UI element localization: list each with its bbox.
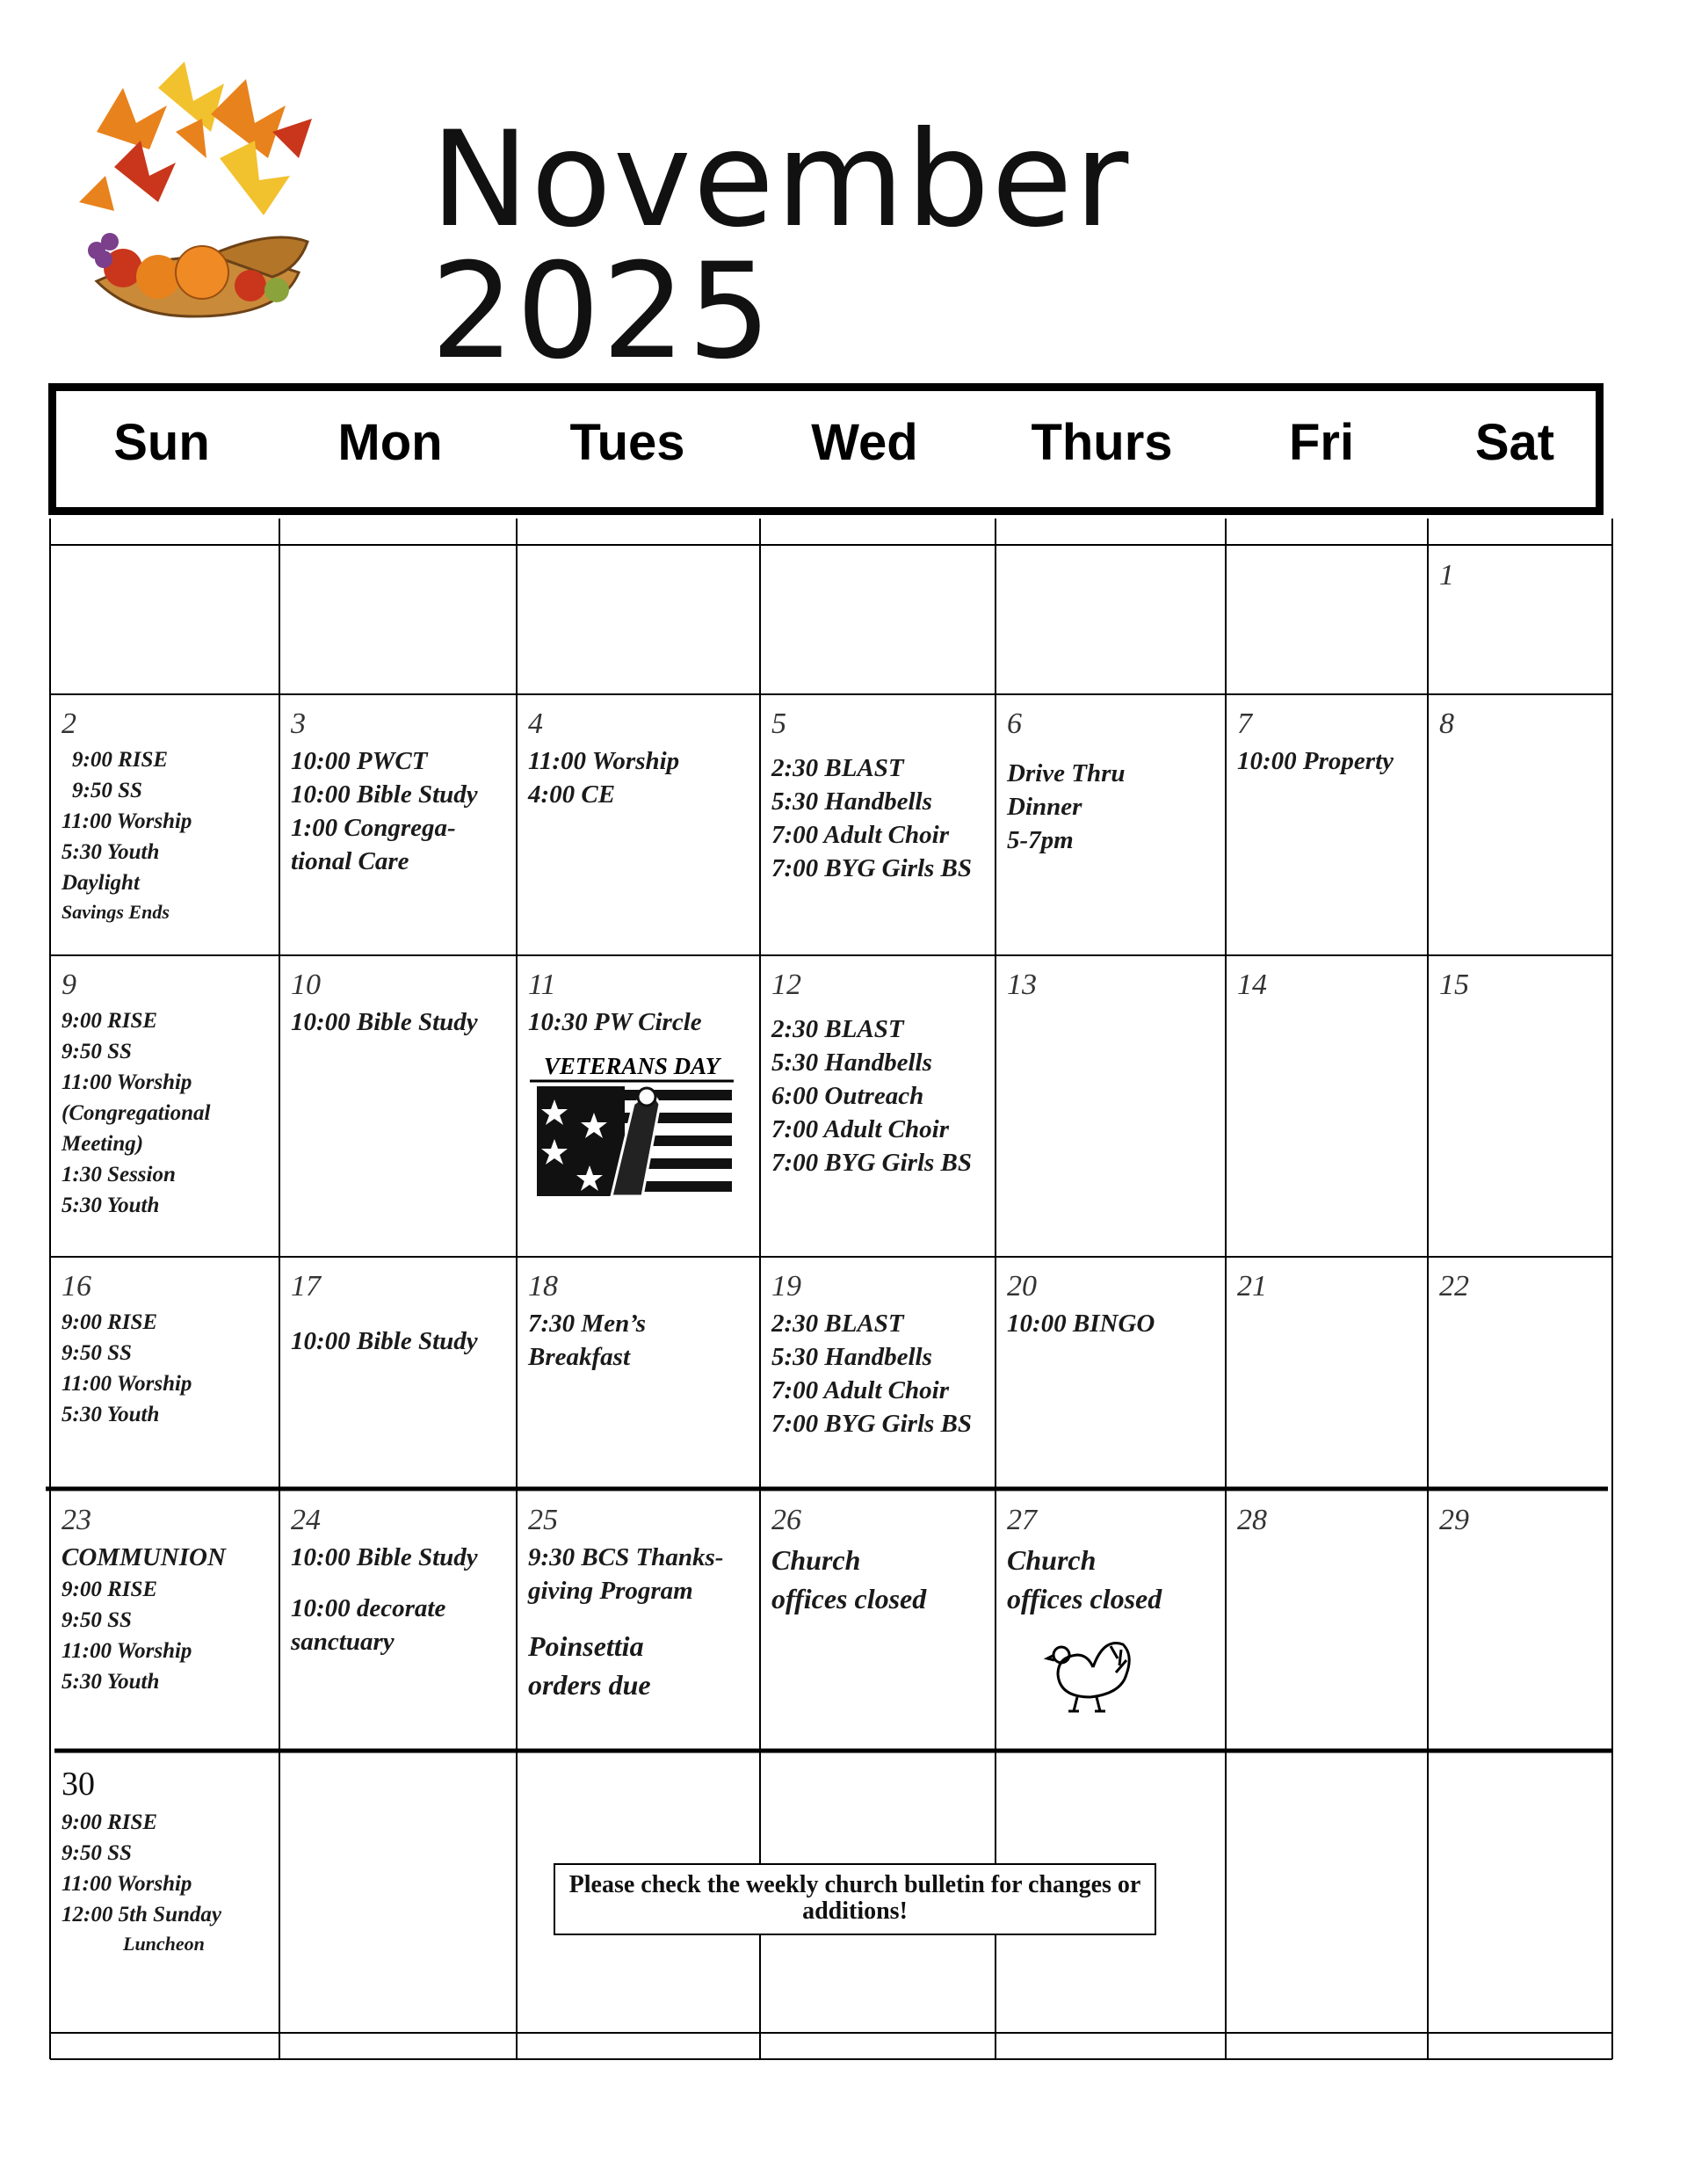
event: 10:30 PW Circle [528,1008,702,1036]
day-number: 16 [62,1270,91,1302]
day-number: 17 [291,1270,321,1302]
weekday-fri: Fri [1288,414,1355,471]
day-number: 3 [291,707,306,740]
day-cell-18 [519,1263,758,1486]
day-cell-30 [53,1758,278,2030]
event: 9:00 RISE [62,1578,158,1601]
day-cell-12 [763,961,994,1255]
event: Meeting) [62,1132,144,1156]
event: 7:00 Adult Choir [771,1376,949,1404]
day-cell-11 [519,961,758,1255]
event: orders due [528,1669,651,1701]
day-number: 13 [1007,969,1037,1001]
day-number: 27 [1007,1504,1037,1536]
day-number: 11 [528,969,556,1001]
event: 5:30 Youth [62,1194,160,1217]
day-number: 23 [62,1504,91,1536]
event: 5:30 Youth [62,1403,160,1426]
day-number: 20 [1007,1270,1037,1302]
weekday-wed: Wed [811,414,918,471]
event: 9:00 RISE [62,1810,158,1834]
day-cell-4 [519,700,758,954]
day-cell-16 [53,1263,278,1486]
day-cell-29 [1430,1497,1611,1749]
veterans-day-label: VETERANS DAY [543,1053,720,1079]
event: 11:00 Worship [62,1872,192,1896]
event: 11:00 Worship [62,1372,192,1396]
day-number: 15 [1439,969,1469,1001]
event: tional Care [291,847,409,875]
event: COMMUNION [62,1543,226,1571]
event: 9:50 SS [62,1040,132,1063]
event: 10:00 decorate [291,1594,446,1622]
day-number: 21 [1237,1270,1267,1302]
day-number: 24 [291,1504,321,1536]
day-number: 18 [528,1270,558,1302]
event: 1:00 Congrega- [291,814,456,842]
day-number: 14 [1237,969,1267,1001]
day-number: 25 [528,1504,558,1536]
event: (Congregational [62,1101,211,1125]
event: Dinner [1007,793,1082,821]
event: 9:50 SS [62,1341,132,1365]
day-cell-7 [1228,700,1426,954]
event: 2:30 BLAST [771,1310,904,1338]
day-cell-25 [519,1497,758,1749]
day-cell-14 [1228,961,1426,1255]
event: offices closed [1007,1583,1162,1614]
event: Church [771,1544,861,1576]
event: 9:50 SS [62,1841,132,1865]
day-cell-1 [1430,552,1611,693]
event: 10:00 Bible Study [291,1543,478,1571]
event: 5-7pm [1007,826,1074,854]
event: 11:00 Worship [528,747,680,775]
day-cell-21 [1228,1263,1426,1486]
day-cell-8 [1430,700,1611,954]
event: 11:00 Worship [62,809,192,833]
page-title: November 2025 [431,104,1131,388]
event: 6:00 Outreach [771,1082,924,1110]
day-number: 26 [771,1504,801,1536]
event: Savings Ends [62,901,170,923]
event: 12:00 5th Sunday [62,1903,221,1926]
day-number: 28 [1237,1504,1267,1536]
event: 7:00 BYG Girls BS [771,854,973,882]
day-cell-3 [282,700,515,954]
event: 10:00 Bible Study [291,1327,478,1355]
day-number: 4 [528,707,543,740]
day-number: 5 [771,707,786,740]
event: Drive Thru [1007,759,1126,787]
event: 9:30 BCS Thanks- [528,1543,724,1571]
day-cell-15 [1430,961,1611,1255]
day-number: 7 [1237,707,1252,740]
day-cell-17 [282,1263,515,1486]
event: 10:00 Property [1237,747,1394,775]
event: 10:00 PWCT [291,747,428,775]
day-cell-5 [763,700,994,954]
turkey-icon [1042,1629,1139,1716]
event: 5:30 Youth [62,1670,160,1694]
event: Church [1007,1544,1097,1576]
day-cell-26 [763,1497,994,1749]
day-number: 12 [771,969,801,1001]
day-cell-2 [53,700,278,954]
day-number: 2 [62,707,76,740]
event: 9:50 SS [62,1608,132,1632]
event: 10:00 Bible Study [291,1008,478,1036]
event: 1:30 Session [62,1163,176,1186]
day-number: 10 [291,969,321,1001]
event: 2:30 BLAST [771,754,904,782]
event: 11:00 Worship [62,1639,192,1663]
event: 7:00 Adult Choir [771,1115,949,1143]
day-cell-19 [763,1263,994,1486]
day-cell-13 [998,961,1224,1255]
event: 5:30 Handbells [771,1048,932,1077]
event: 5:30 Handbells [771,1343,932,1371]
event: Luncheon [123,1933,205,1955]
event: 7:00 BYG Girls BS [771,1410,973,1438]
event: 9:00 RISE [62,1310,158,1334]
event: Breakfast [528,1343,630,1371]
event: sanctuary [291,1628,395,1656]
bulletin-note: Please check the weekly church bulletin for changes or additions! [554,1863,1156,1935]
day-cell-23 [53,1497,278,1749]
day-number: 22 [1439,1270,1469,1302]
day-cell-27 [998,1497,1224,1749]
day-number: 1 [1439,559,1454,591]
event: 7:00 Adult Choir [771,821,949,849]
weekday-mon: Mon [337,414,443,471]
weekday-thurs: Thurs [1031,414,1173,471]
event: 9:00 RISE [72,748,169,772]
event: 5:30 Youth [62,840,160,864]
event: 10:00 BINGO [1007,1310,1155,1338]
event: 7:30 Men’s [528,1310,646,1338]
event: 5:30 Handbells [771,787,932,816]
event: Poinsettia [528,1630,644,1662]
event: 11:00 Worship [62,1070,192,1094]
weekday-sun: Sun [113,414,210,471]
day-number: 19 [771,1270,801,1302]
event: 2:30 BLAST [771,1015,904,1043]
day-number: 29 [1439,1504,1469,1536]
event: 4:00 CE [528,780,616,809]
day-number: 8 [1439,707,1454,740]
day-number: 30 [62,1766,95,1803]
event: 10:00 Bible Study [291,780,478,809]
event: giving Program [528,1577,693,1605]
day-cell-6 [998,700,1224,954]
event: 9:00 RISE [62,1009,158,1033]
event: 9:50 SS [72,779,142,802]
day-cell-10 [282,961,515,1255]
event: offices closed [771,1583,927,1614]
day-cell-20 [998,1263,1224,1486]
weekday-sat: Sat [1474,414,1555,471]
veterans-day-flag-icon [528,1051,735,1201]
weekday-tues: Tues [569,414,685,471]
day-cell-22 [1430,1263,1611,1486]
day-number: 6 [1007,707,1022,740]
day-cell-9 [53,961,278,1255]
day-cell-28 [1228,1497,1426,1749]
day-number: 9 [62,969,76,1001]
event: Daylight [62,871,140,895]
day-cell-24 [282,1497,515,1749]
event: 7:00 BYG Girls BS [771,1149,973,1177]
